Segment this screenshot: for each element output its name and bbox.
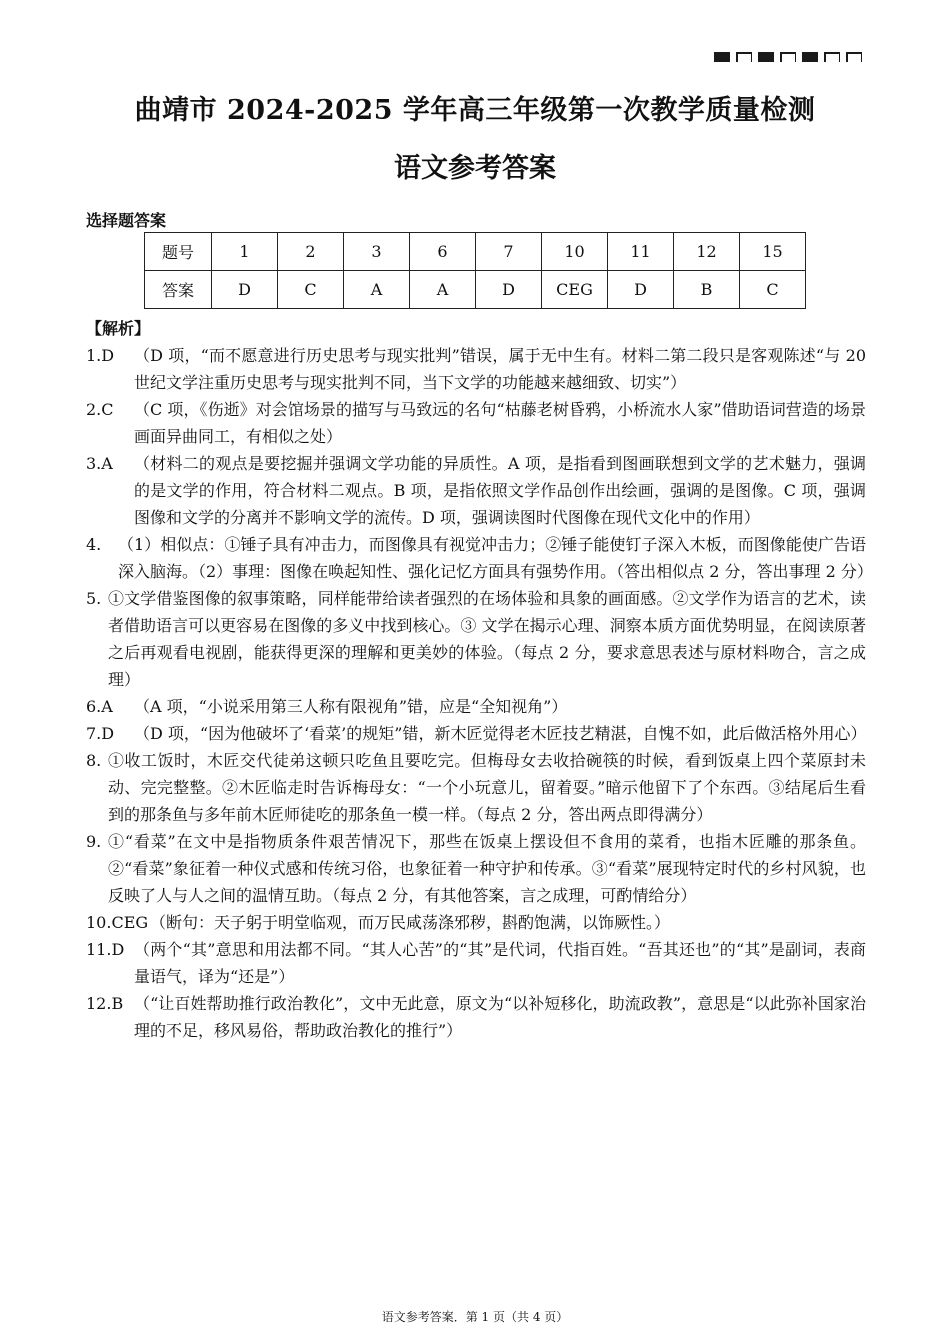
analysis-item <box>86 396 866 450</box>
item-text: （1）相似点：①锤子具有冲击力，而图像具有视觉冲击力；②锤子能使钉子深入木板，而图像能使广告语深入脑海。（2）事理：图像在唤起知性、强化记忆方面具有强势作用。（答出相似点 2 分，答出事理 2 分） <box>118 535 873 581</box>
answer-cell: CEG <box>542 271 608 309</box>
item-text: （材料二的观点是要挖掘并强调文学功能的异质性。A 项，是指看到图画联想到文学的艺术魅力，强调的是文学的作用，符合材料二观点。B 项，是指依照文学作品创作出绘画，强调的是图像。C 项，强调图像和文学的分离并不影响文学的流传。D 项，强调读图时代图像在现代文化中的作用） <box>134 454 866 527</box>
item-text: （A 项，“小说采用第三人称有限视角”错，应是“全知视角”） <box>134 697 568 716</box>
question-number-cell: 11 <box>608 233 674 271</box>
question-number-cell: 6 <box>410 233 476 271</box>
item-text: （C 项，《伤逝》对会馆场景的描写与马致远的名句“枯藤老树昏鸦，小桥流水人家”借助语词营造的场景画面异曲同工，有相似之处） <box>134 400 866 446</box>
page-footer: 语文参考答案．第 1 页（共 4 页） <box>381 1310 569 1324</box>
multiple-choice-heading: 选择题答案 <box>86 211 167 230</box>
question-number-cell: 2 <box>278 233 344 271</box>
question-number-cell: 7 <box>476 233 542 271</box>
answer-cell: B <box>674 271 740 309</box>
item-number: 4. <box>86 535 102 554</box>
item-number: 2.C <box>86 400 114 419</box>
answer-row <box>145 271 806 309</box>
row-label-answer: 答案 <box>145 271 212 309</box>
analysis-item <box>86 936 866 990</box>
item-text: （“让百姓帮助推行政治教化”，文中无此意，原文为“以补短移化，助流政教”，意思是“以此弥补国家治理的不足，移风易俗，帮助政治教化的推行”） <box>134 994 866 1040</box>
item-number: 9. <box>86 832 102 851</box>
item-number: 5. <box>86 589 102 608</box>
item-number: 1.D <box>86 346 115 365</box>
analysis-item <box>86 828 866 909</box>
page-subtitle: 语文参考答案 <box>394 153 556 184</box>
item-number: 3.A <box>86 454 113 473</box>
question-number-cell: 15 <box>740 233 806 271</box>
answer-cell: C <box>278 271 344 309</box>
item-number: 8. <box>86 751 102 770</box>
question-number-cell: 1 <box>212 233 278 271</box>
analysis-item <box>86 531 873 585</box>
question-number-cell: 3 <box>344 233 410 271</box>
answer-cell: D <box>608 271 674 309</box>
item-text: （D 项，“而不愿意进行历史思考与现实批判”错误，属于无中生有。材料二第二段只是客观陈述“与 20 世纪文学注重历史思考与现实批判不同，当下文学的功能越来越细致、切实”） <box>134 346 866 392</box>
answer-cell: A <box>344 271 410 309</box>
item-number: 10.CEG <box>86 913 149 932</box>
analysis-list <box>86 342 873 1044</box>
answer-cell: D <box>476 271 542 309</box>
question-number-cell: 10 <box>542 233 608 271</box>
analysis-item <box>86 585 866 693</box>
analysis-heading: 【解析】 <box>86 319 151 338</box>
item-number: 11.D <box>86 940 125 959</box>
question-number-cell: 12 <box>674 233 740 271</box>
page-title: 曲靖市 2024-2025 学年高三年级第一次教学质量检测 <box>134 95 816 126</box>
analysis-item <box>86 747 866 828</box>
analysis-item <box>86 450 866 531</box>
answer-cell: C <box>740 271 806 309</box>
item-text: ①文学借鉴图像的叙事策略，同样能带给读者强烈的在场体验和具象的画面感。②文学作为语言的艺术，读者借助语言可以更容易在图像的多义中找到核心。③ 文学在揭示心理、洞察本质方面优势明显，在阅读原著之后再观看电视剧，能获得更深的理解和更美妙的体验。（每点 2 分，要求意思表述与原材料吻合，言之成理） <box>108 589 866 689</box>
answer-cell: D <box>212 271 278 309</box>
item-number: 7.D <box>86 724 115 743</box>
item-number: 6.A <box>86 697 113 716</box>
item-text: （断句：天子躬于明堂临观，而万民咸荡涤邪秽，斟酌饱满，以饰厥性。） <box>150 913 671 932</box>
analysis-item <box>86 693 866 720</box>
item-number: 12.B <box>86 994 124 1013</box>
analysis-item <box>86 990 866 1044</box>
question-number-row <box>145 233 806 271</box>
row-label-question: 题号 <box>145 233 212 271</box>
analysis-item <box>86 909 866 936</box>
item-text: ①收工饭时，木匠交代徒弟这顿只吃鱼且要吃完。但梅母女去收拾碗筷的时候，看到饭桌上四个菜原封未动、完完整整。②木匠临走时告诉梅母女：“一个小玩意儿，留着耍。”暗示他留下了个东西。③结尾后生看到的那条鱼与多年前木匠师徒吃的那条鱼一模一样。（每点 2 分，答出两点即得满分） <box>108 751 866 824</box>
item-text: ①“看菜”在文中是指物质条件艰苦情况下，那些在饭桌上摆设但不食用的菜肴，也指木匠雕的那条鱼。②“看菜”象征着一种仪式感和传统习俗，也象征着一种守护和传承。③“看菜”展现特定时代的乡村风貌，也反映了人与人之间的温情互助。（每点 2 分，有其他答案，言之成理，可酌情给分） <box>108 832 866 905</box>
answer-table <box>144 232 806 309</box>
analysis-item <box>86 720 866 747</box>
answer-cell: A <box>410 271 476 309</box>
analysis-item <box>86 342 866 396</box>
item-text: （两个“其”意思和用法都不同。“其人心苦”的“其”是代词，代指百姓。“吾其还也”的“其”是副词，表商量语气，译为“还是”） <box>134 940 866 986</box>
item-text: （D 项，“因为他破坏了‘看菜’的规矩”错，新木匠觉得老木匠技艺精湛，自愧不如，此后做活格外用心） <box>134 724 867 743</box>
corner-registration-mark <box>714 52 862 62</box>
